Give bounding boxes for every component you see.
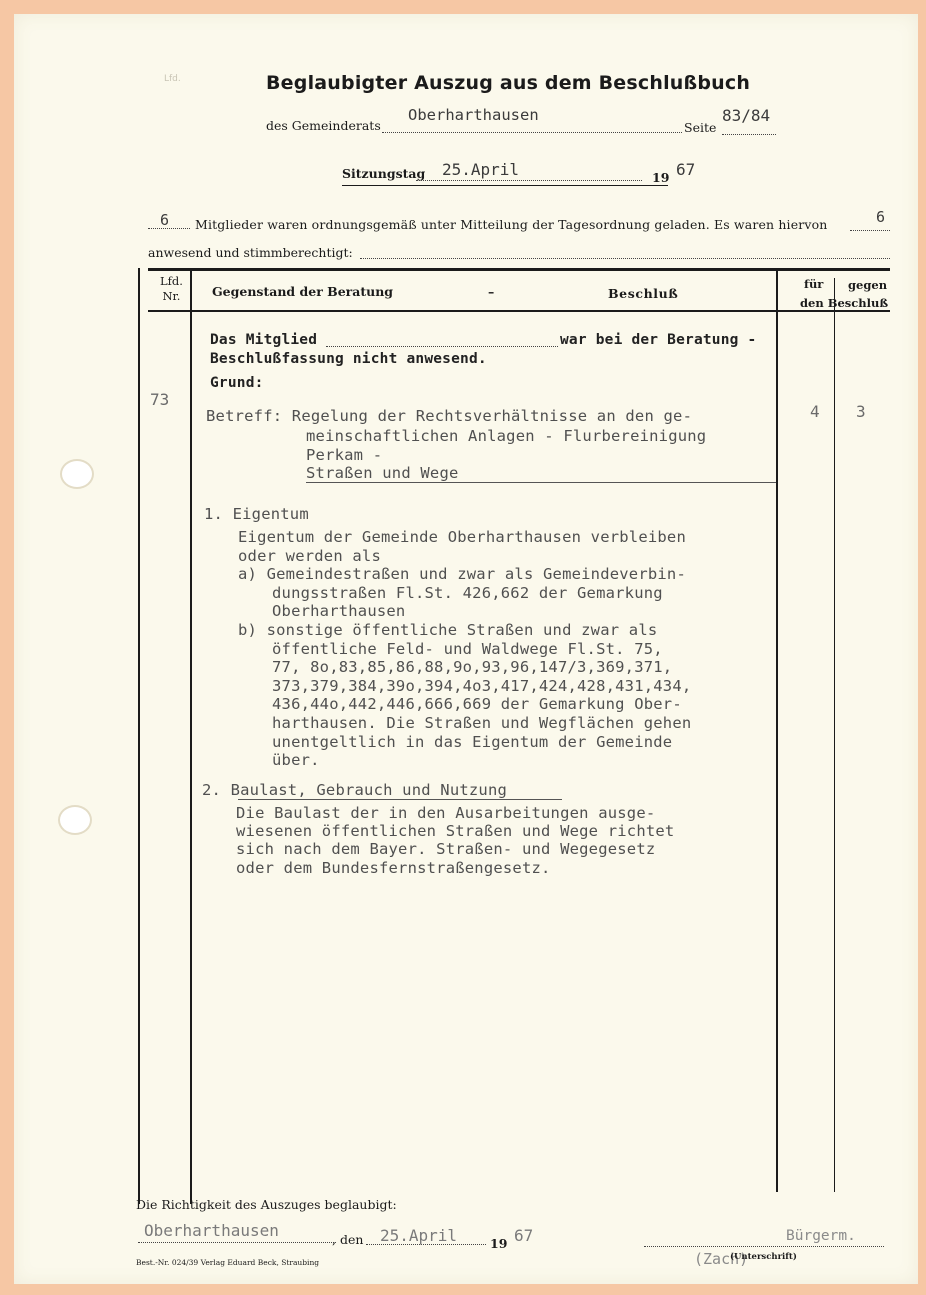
gegen-header: gegen bbox=[848, 278, 888, 292]
table-left-border bbox=[138, 268, 140, 1204]
seite-label: Seite bbox=[684, 120, 717, 135]
year-prefix: 19 bbox=[652, 170, 670, 185]
section1-lines-line: Eigentum der Gemeinde Oberharthausen verbleiben bbox=[238, 528, 686, 546]
mitglied-suffix: war bei der Beratung - bbox=[560, 332, 757, 348]
fuer-header: für bbox=[804, 277, 824, 291]
table-lfd-divider bbox=[190, 270, 192, 1204]
present-dotted-line bbox=[850, 230, 890, 231]
document-page bbox=[14, 14, 918, 1284]
betreff-line-1: Betreff: Regelung der Rechtsverhältnisse an den ge- bbox=[206, 407, 693, 425]
seite-number: 83/84 bbox=[722, 106, 771, 125]
votes-against: 3 bbox=[856, 402, 866, 421]
section2-underline bbox=[238, 799, 562, 800]
sitzungstag-dotted-line bbox=[416, 180, 642, 181]
lfd-header: Lfd. bbox=[160, 274, 183, 288]
year-suffix: 67 bbox=[676, 160, 696, 179]
section1-lines-line: oder werden als bbox=[238, 546, 381, 565]
header-dash: – bbox=[488, 284, 495, 299]
section1-lines-line: b) sonstige öffentliche Straßen und zwar als bbox=[238, 621, 658, 639]
signer-title: Bürgerm. bbox=[786, 1228, 856, 1244]
attendance-line2: anwesend und stimmberechtigt: bbox=[148, 245, 353, 260]
gemeinde-dotted-line bbox=[382, 132, 682, 133]
table-votes-divider bbox=[776, 270, 778, 1192]
den-beschluss-header: den Beschluß bbox=[800, 296, 889, 310]
footer-date: 25.April bbox=[380, 1226, 458, 1245]
mitglied-prefix: Das Mitglied bbox=[210, 332, 318, 348]
table-header-bottom-border bbox=[148, 310, 890, 312]
section2-lines-line: Die Baulast der in den Ausarbeitungen ausge- bbox=[236, 804, 656, 822]
sitzungstag-label: Sitzungstag bbox=[342, 166, 426, 181]
certified-label: Die Richtigkeit des Auszuges beglaubigt: bbox=[136, 1197, 397, 1212]
sitzungstag-date: 25.April bbox=[442, 160, 520, 179]
document-title: Beglaubigter Auszug aus dem Beschlußbuch bbox=[266, 72, 751, 94]
table-fuer-gegen-divider bbox=[834, 278, 835, 1192]
footer-year-prefix: 19 bbox=[490, 1236, 508, 1251]
grund-label: Grund: bbox=[210, 375, 264, 391]
beschluss-header: Beschluß bbox=[608, 286, 679, 301]
gegenstand-header: Gegenstand der Beratung bbox=[212, 284, 394, 299]
mitglied-dotted-line bbox=[326, 346, 558, 347]
table-top-border bbox=[148, 268, 890, 271]
section1-lines-line: dungsstraßen Fl.St. 426,662 der Gemarkung bbox=[272, 583, 663, 602]
betreff-line-3: Perkam - bbox=[306, 446, 383, 464]
lfd-nr-header bbox=[160, 274, 183, 304]
unterschrift-label: (Unterschrift) bbox=[730, 1252, 797, 1262]
section1-lines-line: a) Gemeindestraßen und zwar als Gemeindeverbin- bbox=[238, 565, 686, 584]
footer-year-suffix: 67 bbox=[514, 1226, 534, 1245]
attendance-text: Mitglieder waren ordnungsgemäß unter Mitteilung der Tagesordnung geladen. Es waren hiervon bbox=[195, 217, 828, 232]
section1-lines-line: 77, 8o,83,85,86,88,9o,93,96,147/3,369,371, bbox=[272, 658, 673, 677]
present-count: 6 bbox=[876, 208, 886, 226]
section1-lines-line: harthausen. Die Straßen und Wegflächen gehen bbox=[272, 714, 692, 732]
betreff-underline bbox=[306, 482, 776, 483]
stimmberechtigt-dotted-line bbox=[360, 258, 890, 259]
nr-header: Nr. bbox=[162, 289, 181, 303]
mitglied-line2: Beschlußfassung nicht anwesend. bbox=[210, 351, 487, 367]
section1-lines-line: unentgeltlich in das Eigentum der Gemeinde bbox=[272, 732, 673, 751]
section2-lines-line: wiesenen öffentlichen Straßen und Wege richtet bbox=[236, 822, 675, 841]
signer-name: (Zach) bbox=[694, 1250, 749, 1268]
betreff-line-2: meinschaftlichen Anlagen - Flurbereinigung bbox=[306, 427, 707, 445]
section1-lines-line: Oberharthausen bbox=[272, 602, 406, 621]
section1-title: 1. Eigentum bbox=[204, 505, 309, 523]
votes-for: 4 bbox=[810, 402, 820, 421]
den-label: , den bbox=[332, 1232, 364, 1247]
section2-lines-line: oder dem Bundesfernstraßengesetz. bbox=[236, 858, 551, 877]
section2-title: 2. Baulast, Gebrauch und Nutzung bbox=[202, 781, 508, 799]
section1-lines-line: 436,44o,442,446,666,669 der Gemarkung Ober- bbox=[272, 695, 682, 714]
section1-lines-line: über. bbox=[272, 751, 320, 770]
footer-place: Oberharthausen bbox=[144, 1221, 279, 1240]
entry-number: 73 bbox=[150, 390, 170, 409]
publisher-line: Best.-Nr. 024/39 Verlag Eduard Beck, Straubing bbox=[136, 1258, 320, 1267]
punch-hole-top bbox=[60, 459, 94, 489]
section2-lines-line: sich nach dem Bayer. Straßen- und Wegegesetz bbox=[236, 840, 656, 859]
sitzungstag-underline bbox=[342, 185, 668, 186]
place-dotted-line bbox=[138, 1242, 336, 1243]
section1-lines-line: öffentliche Feld- und Waldwege Fl.St. 75, bbox=[272, 639, 663, 658]
signature-dotted-line bbox=[644, 1246, 884, 1247]
gemeinde-name: Oberharthausen bbox=[408, 106, 539, 124]
section1-lines-line: 373,379,384,39o,394,4o3,417,424,428,431,434, bbox=[272, 676, 692, 695]
invited-count: 6 bbox=[160, 211, 170, 229]
betreff-line-4: Straßen und Wege bbox=[306, 464, 459, 482]
punch-hole-bottom bbox=[58, 805, 92, 835]
gemeinderat-label: des Gemeinderats bbox=[266, 118, 381, 133]
seite-dotted-line bbox=[722, 134, 776, 135]
bleed-through-text: Lfd. bbox=[164, 74, 181, 84]
